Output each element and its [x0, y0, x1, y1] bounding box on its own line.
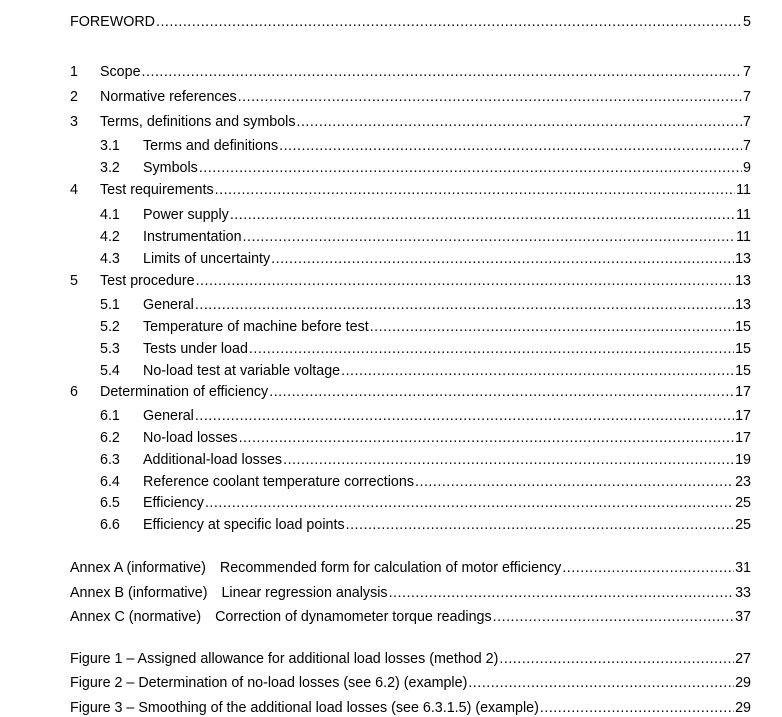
- dot-leader: [195, 297, 734, 313]
- entry-page: 31: [735, 560, 751, 576]
- toc-entry-subsection[interactable]: [100, 315, 751, 335]
- entry-page: 13: [735, 251, 751, 267]
- entry-title: Normative references: [100, 89, 237, 105]
- entry-number: 6.3: [100, 452, 120, 468]
- entry-number: 5.3: [100, 341, 120, 357]
- entry-title: Figure 3 – Smoothing of the additional load losses (see 6.3.1.5) (example): [70, 700, 539, 716]
- entry-title: General: [143, 408, 194, 424]
- dot-leader: [269, 384, 734, 400]
- entry-title: Figure 2 – Determination of no-load losses (see 6.2) (example): [70, 675, 468, 691]
- entry-title: Scope: [100, 64, 141, 80]
- entry-page: 23: [735, 474, 751, 490]
- toc-entry-annex[interactable]: [70, 605, 751, 625]
- dot-leader: [195, 408, 734, 424]
- toc-entry-subsection[interactable]: [100, 225, 751, 245]
- entry-title: Symbols: [143, 160, 198, 176]
- entry-page: 7: [743, 89, 751, 105]
- entry-number: 6.1: [100, 408, 120, 424]
- entry-title: Limits of uncertainty: [143, 251, 271, 267]
- entry-page: 11: [736, 229, 751, 245]
- annex-label: Annex A (informative): [70, 560, 206, 576]
- entry-title: Terms and definitions: [143, 138, 279, 154]
- toc-entry-subsection[interactable]: [100, 448, 751, 468]
- entry-page: 7: [743, 64, 751, 80]
- toc-entry-section[interactable]: [70, 60, 751, 80]
- dot-leader: [239, 430, 735, 446]
- entry-page: 11: [736, 207, 751, 223]
- entry-number: 6: [70, 384, 78, 400]
- entry-page: 33: [735, 585, 751, 601]
- toc-entry-subsection[interactable]: [100, 359, 751, 379]
- dot-leader: [493, 609, 734, 625]
- entry-number: 2: [70, 89, 78, 105]
- entry-number: 5.1: [100, 297, 120, 313]
- dot-leader: [156, 14, 742, 30]
- entry-title: Test procedure: [100, 273, 195, 289]
- entry-title: FOREWORD: [70, 14, 155, 30]
- annex-label: Annex C (normative): [70, 609, 202, 625]
- toc-entry-section[interactable]: [70, 110, 751, 130]
- dot-leader: [341, 363, 734, 379]
- entry-title: Temperature of machine before test: [143, 319, 369, 335]
- entry-number: 6.5: [100, 495, 120, 511]
- entry-number: 3.1: [100, 138, 120, 154]
- dot-leader: [249, 341, 734, 357]
- entry-number: 5: [70, 273, 78, 289]
- entry-page: 25: [735, 517, 751, 533]
- dot-leader: [499, 651, 734, 667]
- entry-number: 4.3: [100, 251, 120, 267]
- toc-entry-subsection[interactable]: [100, 203, 751, 223]
- entry-number: 6.2: [100, 430, 120, 446]
- entry-page: 17: [735, 384, 751, 400]
- annex-label: Annex B (informative): [70, 585, 208, 601]
- entry-page: 13: [735, 297, 751, 313]
- toc-entry-subsection[interactable]: [100, 491, 751, 511]
- toc-entry-section[interactable]: [70, 178, 751, 198]
- entry-title: Terms, definitions and symbols: [100, 114, 296, 130]
- toc-entry-subsection[interactable]: [100, 156, 751, 176]
- dot-leader: [389, 585, 735, 601]
- entry-title: Tests under load: [143, 341, 248, 357]
- toc-entry-section[interactable]: [70, 269, 751, 289]
- entry-title: Additional-load losses: [143, 452, 283, 468]
- entry-page: 5: [743, 14, 751, 30]
- entry-title: Instrumentation: [143, 229, 242, 245]
- entry-page: 7: [743, 138, 751, 154]
- dot-leader: [415, 474, 734, 490]
- entry-title: Power supply: [143, 207, 229, 223]
- toc-entry-subsection[interactable]: [100, 134, 751, 154]
- entry-title: Reference coolant temperature corrections: [143, 474, 414, 490]
- dot-leader: [199, 160, 742, 176]
- toc-entry-subsection[interactable]: [100, 470, 751, 490]
- toc-entry-subsection[interactable]: [100, 293, 751, 313]
- entry-title: General: [143, 297, 194, 313]
- dot-leader: [540, 700, 734, 716]
- dot-leader: [296, 114, 742, 130]
- entry-page: 15: [735, 319, 751, 335]
- entry-number: 4: [70, 182, 78, 198]
- entry-number: 4.1: [100, 207, 120, 223]
- entry-page: 29: [735, 700, 751, 716]
- toc-entry-figure[interactable]: [70, 671, 751, 691]
- dot-leader: [370, 319, 734, 335]
- entry-number: 4.2: [100, 229, 120, 245]
- entry-number: 3.2: [100, 160, 120, 176]
- entry-page: 29: [735, 675, 751, 691]
- dot-leader: [215, 182, 736, 198]
- entry-title: Linear regression analysis: [221, 585, 388, 601]
- entry-page: 9: [743, 160, 751, 176]
- entry-title: Correction of dynamometer torque readings: [215, 609, 492, 625]
- dot-leader: [243, 229, 736, 245]
- dot-leader: [238, 89, 742, 105]
- dot-leader: [468, 675, 734, 691]
- dot-leader: [283, 452, 734, 468]
- entry-page: 15: [735, 363, 751, 379]
- entry-title: Test requirements: [100, 182, 214, 198]
- entry-page: 7: [743, 114, 751, 130]
- entry-page: 17: [735, 408, 751, 424]
- entry-page: 37: [735, 609, 751, 625]
- toc-entry-annex[interactable]: [70, 556, 751, 576]
- entry-title: Figure 1 – Assigned allowance for additional load losses (method 2): [70, 651, 499, 667]
- dot-leader: [196, 273, 735, 289]
- entry-number: 6.6: [100, 517, 120, 533]
- entry-title: Efficiency at specific load points: [143, 517, 345, 533]
- entry-page: 11: [736, 182, 751, 198]
- entry-number: 5.4: [100, 363, 120, 379]
- toc-entry-annex[interactable]: [70, 581, 751, 601]
- entry-page: 25: [735, 495, 751, 511]
- toc-entry-section[interactable]: [70, 85, 751, 105]
- entry-number: 3: [70, 114, 78, 130]
- toc-entry-section[interactable]: [70, 380, 751, 400]
- dot-leader: [142, 64, 743, 80]
- toc-entry-foreword[interactable]: [70, 10, 751, 30]
- dot-leader: [230, 207, 735, 223]
- entry-title: Efficiency: [143, 495, 204, 511]
- dot-leader: [205, 495, 734, 511]
- toc-entry-subsection[interactable]: [100, 247, 751, 267]
- entry-title: Determination of efficiency: [100, 384, 269, 400]
- toc-entry-figure[interactable]: [70, 696, 751, 716]
- entry-page: 15: [735, 341, 751, 357]
- toc-entry-subsection[interactable]: [100, 513, 751, 533]
- dot-leader: [562, 560, 734, 576]
- entry-page: 13: [735, 273, 751, 289]
- entry-number: 6.4: [100, 474, 120, 490]
- toc-entry-figure[interactable]: [70, 647, 751, 667]
- toc-entry-subsection[interactable]: [100, 404, 751, 424]
- entry-number: 1: [70, 64, 78, 80]
- entry-title: Recommended form for calculation of motor efficiency: [219, 560, 562, 576]
- entry-page: 27: [735, 651, 751, 667]
- toc-entry-subsection[interactable]: [100, 337, 751, 357]
- entry-page: 17: [735, 430, 751, 446]
- dot-leader: [346, 517, 735, 533]
- dot-leader: [279, 138, 742, 154]
- entry-title: No-load test at variable voltage: [143, 363, 341, 379]
- entry-title: No-load losses: [143, 430, 238, 446]
- dot-leader: [271, 251, 734, 267]
- entry-page: 19: [735, 452, 751, 468]
- entry-number: 5.2: [100, 319, 120, 335]
- toc-entry-subsection[interactable]: [100, 426, 751, 446]
